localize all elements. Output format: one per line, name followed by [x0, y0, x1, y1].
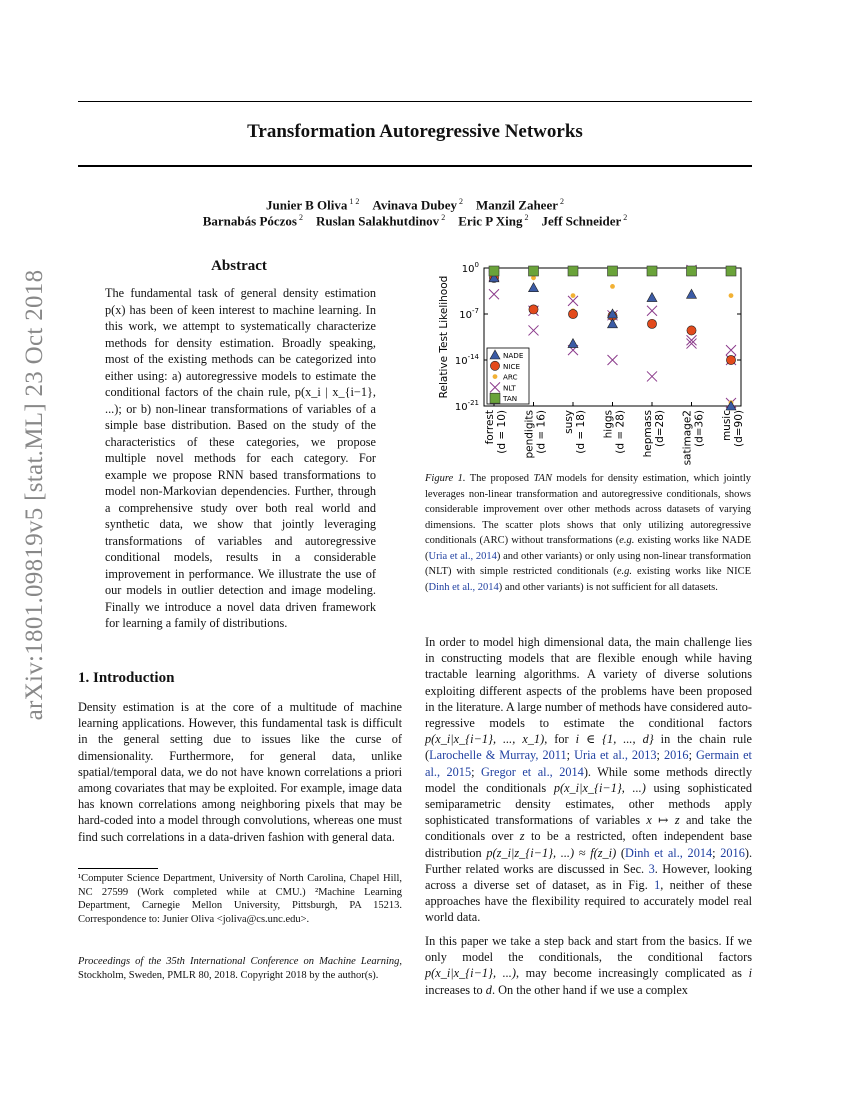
math-or-emphasis: i: [748, 966, 753, 981]
citation-link[interactable]: Germain et al., 2015: [425, 748, 752, 779]
section-heading-introduction: 1. Introduction: [78, 670, 175, 686]
math-or-emphasis: TAN: [533, 473, 552, 484]
text-run: ;: [712, 845, 721, 860]
math-or-emphasis: e.g.: [619, 535, 635, 546]
data-point-nice: [726, 355, 735, 364]
data-point-tan: [489, 266, 499, 276]
legend-marker-arc: [493, 374, 498, 379]
text-run: ). Further related works are discussed in Sec.: [425, 845, 753, 876]
text-run: ;: [656, 748, 664, 763]
author-affiliation-marker: 2: [621, 213, 628, 222]
legend-label: NADE: [503, 351, 524, 360]
text-run: ;: [688, 748, 697, 763]
citation-link[interactable]: 3: [648, 861, 655, 876]
x-tick-label-dim: (d = 28): [614, 410, 627, 454]
x-tick-label-dim: (d=90): [733, 410, 745, 448]
text-run: ) and other variants) or only using non-linear transformation (NLT) with simple restricted conditionals (: [425, 550, 751, 577]
author-name: Junier B Oliva: [266, 197, 348, 213]
text-run: In order to model high dimensional data, the main challenge lies in constructing models that are flexible enough while having tractable learning algorithms. A variety of diverse solutions exploiting different aspects of the problems have been proposed in the literature. A large number of methods have considered auto-regressive models to estimate the conditional factors: [425, 635, 752, 731]
math-or-emphasis: z: [519, 829, 525, 844]
data-point-nade: [568, 339, 578, 348]
text-run: and take the conditionals over: [425, 813, 753, 844]
text-run: to be a restricted, often independent base distribution: [425, 829, 753, 860]
legend-label: ARC: [503, 372, 518, 382]
text-run: , may become increasingly complicated as: [515, 966, 749, 981]
figure-1-scatter-plot: [425, 255, 755, 470]
citation-link[interactable]: Gregor et al., 2014: [481, 764, 584, 779]
math-or-emphasis: p(x_i|x_{i−1}, ..., x_1): [425, 732, 545, 747]
text-run: In this paper we take a step back and start from the basics. If we only model the conditionals, the conditional factors: [425, 934, 752, 965]
citation-link[interactable]: Dinh et al., 2014: [624, 845, 713, 860]
data-point-nlt: [529, 325, 539, 335]
text-run: (: [616, 845, 625, 860]
citation-link[interactable]: 1: [654, 878, 661, 893]
citation-link[interactable]: 2016: [720, 845, 745, 860]
right-column-para-1: [425, 634, 752, 926]
intro-body: [78, 699, 402, 845]
citation-link[interactable]: Dinh et al., 2014: [428, 581, 499, 593]
data-point-nice: [529, 305, 538, 314]
data-point-tan: [726, 266, 736, 276]
x-tick-label-dim: (d = 18): [575, 410, 587, 454]
citation-link[interactable]: 2016: [663, 748, 689, 763]
affiliation-footnote: ¹Computer Science Department, University of North Carolina, Chapel Hill, NC 27599 (Work completed while at CMU.) ²Machine Learning Department, Carnegie Mellon University, Pittsburgh, PA 15213. Correspondence to: Junier Oliva <joliva@cs.unc.edu>.: [78, 873, 402, 925]
x-tick-label-dim: (d = 10): [496, 410, 508, 454]
x-tick-label-dim: (d=36): [693, 410, 706, 448]
data-point-tan: [647, 266, 657, 276]
data-point-nice: [647, 319, 656, 328]
math-or-emphasis: i ∈ {1, ..., d}: [575, 732, 654, 747]
x-tick-label-name: satimage2: [681, 410, 694, 466]
data-point-nlt: [726, 345, 736, 355]
abstract-body: [105, 285, 376, 632]
data-point-nice: [568, 309, 577, 318]
data-point-arc: [729, 293, 734, 298]
text-run: , neither of these approaches have the flexibility required to accurately model real world data.: [425, 878, 752, 925]
author-line-2: [78, 213, 752, 229]
data-point-nade: [529, 283, 539, 292]
text-run: . However, looking across a diverse set of dataset, as in Fig.: [425, 861, 752, 893]
intro-text: Density estimation is at the core of a multitude of machine learning applications. However, this fundamental task is difficult in the general setting due to issues like the curse of dimensionality. Furthermore, for general data, unlike spatial/temporal data, we do not have known correlations a priori among covariates that may be exploited. For example, image data has known correlations among neighboring pixels that may be hard-coded into a model through convolutions, whereas one must find such correlations in a data-driven fashion with general data.: [78, 700, 402, 844]
figure-1-caption: [425, 471, 751, 595]
text-run: using sophisticated semiparametric density estimates, other methods apply sophisticated transformations of variables: [425, 780, 752, 828]
author-affiliation-marker: 2: [457, 197, 464, 206]
legend-marker-tan: [490, 393, 500, 403]
abstract-heading: Abstract: [211, 258, 267, 274]
arxiv-stamp-text: arXiv:1801.09819v5 [stat.ML] 23 Oct 2018: [21, 269, 48, 721]
data-point-nlt: [647, 306, 657, 316]
y-tick-label: $10^0$: [461, 261, 479, 275]
math-or-emphasis: x ↦ z: [646, 813, 680, 828]
legend-label: NLT: [503, 383, 516, 393]
x-tick-label-name: music: [721, 410, 733, 442]
paper-title: Transformation Autoregressive Networks: [247, 121, 583, 142]
y-axis-label: Relative Test Likelihood: [438, 275, 450, 399]
title-rule: [78, 165, 752, 167]
data-point-nlt: [608, 355, 618, 365]
text-run: ;: [471, 764, 482, 779]
math-or-emphasis: p(x_i|x_{i−1}, ...): [425, 966, 516, 981]
data-point-tan: [608, 266, 618, 276]
data-point-nlt: [489, 289, 499, 299]
data-point-nlt: [647, 371, 657, 381]
y-tick-label: $10^{-7}$: [459, 307, 479, 321]
text-run: ). While some methods directly model the conditionals: [425, 764, 752, 795]
author-affiliation-marker: 2: [522, 213, 529, 222]
proceedings-venue: Proceedings of the 35th International Conference on Machine Learning: [78, 956, 400, 967]
footnote-rule: [78, 868, 158, 869]
text-run: increases to: [425, 982, 486, 997]
data-point-arc: [610, 284, 615, 289]
x-tick-label-name: hepmass: [642, 410, 654, 458]
data-point-nade: [687, 289, 697, 298]
abstract-text: The fundamental task of general density estimation p(x) has been of keen interest to machine learning. In this work, we attempt to systematically characterize methods for density estimation. Broadly speaking, most of the existing methods can be categorized into either using: a) autoregressive models to estimate the conditional factors of the chain rule, p(x_i | x_{i−1}, ...); or b) non-linear transformations of variables of a simple base distribution. Based on the study of the characteristics of these categories, we propose multiple novel methods for each category. For example we propose RNN based transformations to model non-Markovian dependencies. Further, through a comprehensive study over both real world and synthetic data, we show that jointly leveraging transformations of variables and autoregressive conditional models, results in a considerable improvement in performance. We illustrate the use of our models in outlier detection and image modeling. Finally we introduce a novel data driven framework for learning a family of distributions.: [105, 286, 376, 630]
data-point-arc: [571, 293, 576, 298]
data-point-tan: [687, 266, 697, 276]
data-point-tan: [568, 266, 578, 276]
author-name: Barnabás Póczos: [202, 213, 297, 229]
author-name: Manzil Zaheer: [476, 197, 558, 213]
top-rule: [78, 101, 752, 102]
citation-link[interactable]: Larochelle & Murray, 2011: [429, 748, 567, 763]
data-point-tan: [529, 266, 539, 276]
arxiv-stamp[interactable]: [20, 269, 50, 721]
legend-label: NICE: [503, 361, 521, 371]
author-name: Eric P Xing: [458, 213, 523, 229]
author-affiliation-marker: 2: [558, 197, 564, 206]
data-point-nice: [687, 326, 696, 335]
legend-marker-nice: [490, 361, 499, 370]
text-run: models for density estimation, which jointly leverages non-linear transformation and autoregressive conditionals, shows considerable improvement over other methods across datasets of varying dimensions. The scatter plots shows that only utilizing autoregressive conditionals (ARC) without transformations (: [425, 473, 751, 546]
text-run: The proposed: [465, 473, 534, 484]
figure-label: Figure 1.: [425, 473, 466, 484]
citation-link[interactable]: Uria et al., 2014: [428, 550, 497, 562]
math-or-emphasis: d: [485, 982, 492, 997]
x-tick-label-name: susy: [563, 410, 575, 434]
x-tick-label-name: pendigits: [523, 410, 536, 459]
author-affiliation-marker: 2: [296, 213, 303, 222]
math-or-emphasis: p(x_i|x_{i−1}, ...): [553, 780, 646, 795]
author-name: Jeff Schneider: [541, 213, 622, 229]
y-tick-label: $10^{-21}$: [454, 399, 479, 413]
author-affiliation-marker: 2: [439, 213, 446, 222]
text-run: ) and other variants) is not sufficient for all datasets.: [498, 581, 718, 593]
proceedings-note: [78, 955, 402, 982]
data-point-nade: [647, 293, 657, 302]
author-line-1: [78, 197, 752, 213]
math-or-emphasis: e.g.: [616, 566, 632, 577]
citation-link[interactable]: Uria et al., 2013: [574, 748, 657, 763]
math-or-emphasis: p(z_i|z_{i−1}, ...) ≈ f(z_i): [486, 845, 617, 860]
text-run: ;: [566, 748, 575, 763]
author-name: Ruslan Salakhutdinov: [315, 213, 440, 229]
text-run: existing works like NADE (: [425, 535, 751, 562]
text-run: . On the other hand if we use a complex: [491, 982, 688, 997]
x-tick-label-name: forrest: [484, 410, 496, 445]
text-run: in the chain rule (: [425, 732, 753, 763]
y-tick-label: $10^{-14}$: [454, 353, 479, 367]
legend-label: TAN: [503, 394, 518, 404]
data-point-nade: [608, 319, 618, 328]
author-affiliation-marker: 1 2: [347, 197, 360, 206]
x-tick-label-dim: (d = 16): [535, 410, 548, 454]
text-run: existing works like NICE (: [425, 566, 751, 593]
x-tick-label-dim: (d=28): [654, 410, 666, 448]
text-run: , for: [544, 732, 576, 747]
x-tick-label-name: higgs: [602, 410, 615, 439]
right-column-para-2: [425, 933, 752, 998]
proceedings-details: , Stockholm, Sweden, PMLR 80, 2018. Copyright 2018 by the author(s).: [78, 956, 402, 981]
author-name: Avinava Dubey: [372, 197, 458, 213]
